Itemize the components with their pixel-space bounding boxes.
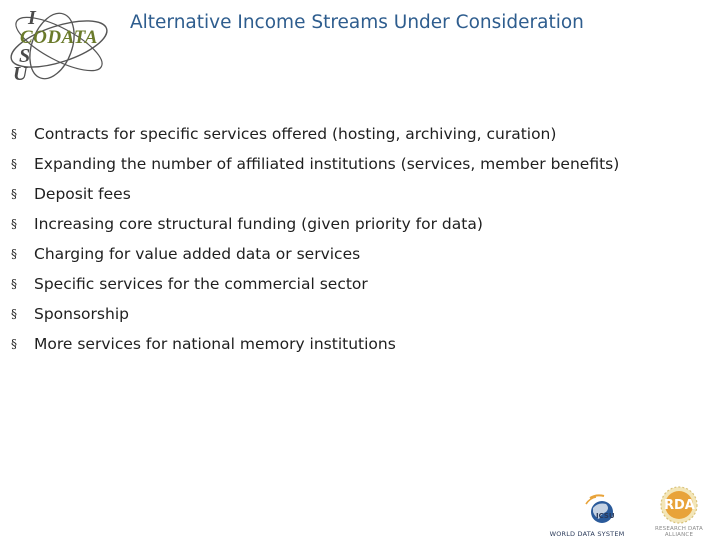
bullet-text: Expanding the number of affiliated institutions (services, member benefits) xyxy=(34,155,620,173)
wds-caption: WORLD DATA SYSTEM xyxy=(549,530,625,538)
icsu-label: ICSU xyxy=(596,512,615,520)
bullet-marker-icon xyxy=(11,339,21,349)
bullet-marker-icon xyxy=(11,309,21,319)
icsu-wds-logo xyxy=(546,492,628,538)
bullet-text: Contracts for specific services offered (hosting, archiving, curation) xyxy=(34,125,557,143)
bullet-text: Specific services for the commercial sector xyxy=(34,275,368,293)
bullet-marker-icon xyxy=(11,249,21,259)
rda-logo xyxy=(640,486,718,536)
rda-caption: RESEARCH DATA ALLIANCE xyxy=(654,526,704,538)
codata-logo xyxy=(4,4,114,88)
bullet-marker-icon xyxy=(11,129,21,139)
bullet-marker-icon xyxy=(11,219,21,229)
rda-label: RDA xyxy=(664,498,695,513)
slide-title: Alternative Income Streams Under Consideration xyxy=(130,12,584,33)
globe-icon xyxy=(546,492,628,532)
bullet-marker-icon xyxy=(11,189,21,199)
bullet-text: More services for national memory institutions xyxy=(34,335,396,353)
bullet-marker-icon xyxy=(11,159,21,169)
codata-logo-letter-i: I xyxy=(28,7,36,29)
bullet-text: Deposit fees xyxy=(34,185,131,203)
codata-logo-letter-s: S xyxy=(19,45,31,67)
codata-logo-word: CODATA xyxy=(20,27,98,48)
bullet-text: Increasing core structural funding (given priority for data) xyxy=(34,215,483,233)
codata-logo-letter-u: U xyxy=(13,63,28,85)
bullet-text: Sponsorship xyxy=(34,305,129,323)
bullet-text: Charging for value added data or services xyxy=(34,245,361,263)
bullet-marker-icon xyxy=(11,279,21,289)
